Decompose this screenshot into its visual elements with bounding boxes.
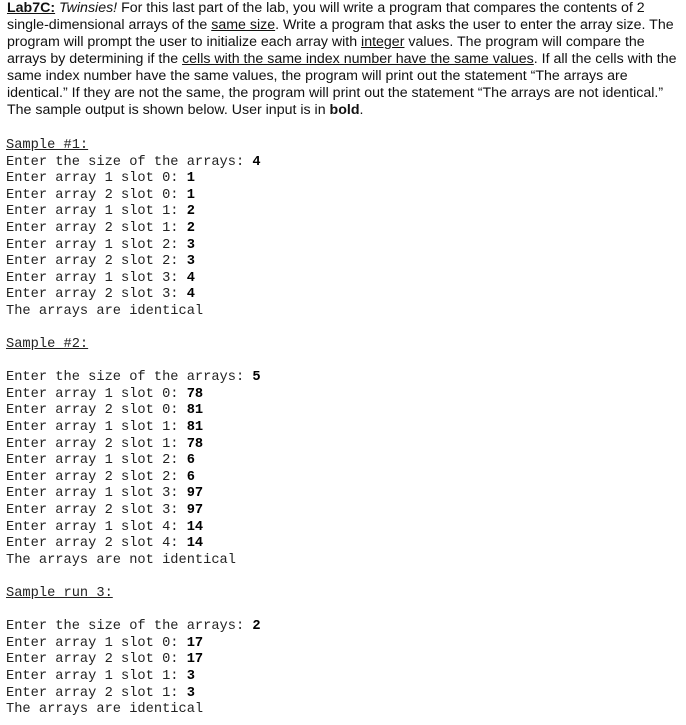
user-input: 3 xyxy=(186,685,195,701)
sample-heading xyxy=(6,337,261,354)
console-line xyxy=(6,619,261,636)
console-line xyxy=(6,652,261,669)
console-line xyxy=(6,238,261,255)
emphasis-integer: integer xyxy=(361,34,405,50)
console-prompt: Enter array 1 slot 2: xyxy=(6,453,187,469)
user-input: 78 xyxy=(186,436,204,452)
description-text: . If all the cells with the same index number have the same values, the program will print out the statement “The arrays are identical.” If they are not the same, the program will print out the statement “The arrays are not identical.” The sample output is shown below. User input is in xyxy=(7,51,677,118)
console-prompt: Enter array 2 slot 0: xyxy=(6,403,187,419)
emphasis-same-size: same size xyxy=(211,17,276,33)
console-line xyxy=(6,204,261,221)
blank-line xyxy=(6,354,261,371)
console-prompt: Enter array 2 slot 1: xyxy=(6,436,187,452)
console-line xyxy=(6,221,261,238)
user-input: 4 xyxy=(186,287,195,303)
user-input: 2 xyxy=(252,619,261,635)
console-prompt: Enter array 2 slot 1: xyxy=(6,685,187,701)
user-input: 17 xyxy=(186,652,204,668)
user-input: 3 xyxy=(186,254,195,270)
user-input: 6 xyxy=(186,453,195,469)
console-line xyxy=(6,387,261,404)
lab-label: Lab7C: xyxy=(7,0,56,16)
user-input: 4 xyxy=(252,154,261,170)
user-input: 3 xyxy=(186,237,195,253)
sample-heading-text: Sample #1: xyxy=(6,138,89,153)
blank-line xyxy=(6,603,261,620)
console-line xyxy=(6,686,261,703)
user-input: 6 xyxy=(186,469,195,485)
user-input: 5 xyxy=(252,370,261,386)
console-line xyxy=(6,155,261,172)
console-line xyxy=(6,171,261,188)
emphasis-same-index: cells with the same index number have the same values xyxy=(182,51,534,67)
console-prompt: Enter array 1 slot 1: xyxy=(6,204,187,220)
user-input: 2 xyxy=(186,204,195,220)
user-input: 14 xyxy=(186,536,204,552)
sample-heading-text: Sample #2: xyxy=(6,337,89,352)
sample-output-2 xyxy=(6,337,261,569)
console-prompt: Enter array 1 slot 0: xyxy=(6,171,187,187)
console-line xyxy=(6,503,261,520)
console-prompt: Enter array 2 slot 0: xyxy=(6,187,187,203)
user-input: 97 xyxy=(186,486,204,502)
console-line xyxy=(6,553,261,570)
user-input: 81 xyxy=(186,419,204,435)
console-prompt: Enter array 1 slot 1: xyxy=(6,419,187,435)
sample-heading-text: Sample run 3: xyxy=(6,586,113,601)
sample-heading xyxy=(6,138,261,155)
console-prompt: Enter array 1 slot 0: xyxy=(6,635,187,651)
console-line xyxy=(6,403,261,420)
sample-output-3 xyxy=(6,586,261,719)
console-prompt: Enter array 2 slot 2: xyxy=(6,469,187,485)
console-line xyxy=(6,636,261,653)
console-prompt: Enter array 2 slot 0: xyxy=(6,652,187,668)
console-prompt: Enter array 1 slot 0: xyxy=(6,386,187,402)
lab-title: Twinsies! xyxy=(59,0,118,16)
console-line xyxy=(6,420,261,437)
description-text: . Write a program that asks the user to enter the array size. The program will prompt the user to initialize each array with xyxy=(7,17,674,50)
console-prompt: Enter array 2 slot 3: xyxy=(6,502,187,518)
console-line xyxy=(6,287,261,304)
user-input: 17 xyxy=(186,635,204,651)
console-prompt: Enter array 2 slot 1: xyxy=(6,220,187,236)
user-input: 4 xyxy=(186,270,195,286)
user-input: 2 xyxy=(186,220,195,236)
console-prompt: Enter array 2 slot 4: xyxy=(6,536,187,552)
user-input: 1 xyxy=(186,187,195,203)
console-prompt: Enter the size of the arrays: xyxy=(6,370,253,386)
console-prompt: Enter array 1 slot 4: xyxy=(6,519,187,535)
user-input: 1 xyxy=(186,171,195,187)
console-prompt: Enter array 1 slot 3: xyxy=(6,270,187,286)
description-text: values. The program will compare the arrays by determining if the xyxy=(7,34,645,67)
console-line xyxy=(6,470,261,487)
console-line xyxy=(6,486,261,503)
console-prompt: The arrays are identical xyxy=(6,702,204,718)
console-prompt: Enter array 1 slot 1: xyxy=(6,668,187,684)
console-prompt: Enter the size of the arrays: xyxy=(6,619,253,635)
console-line xyxy=(6,271,261,288)
user-input: 14 xyxy=(186,519,204,535)
console-line xyxy=(6,304,261,321)
console-line xyxy=(6,370,261,387)
console-line xyxy=(6,188,261,205)
emphasis-bold: bold xyxy=(329,102,360,118)
console-prompt: Enter array 2 slot 2: xyxy=(6,254,187,270)
console-line xyxy=(6,437,261,454)
description-text: . xyxy=(359,102,364,118)
description-text: For this last part of the lab, you will write a program that compares the contents of 2 single-dimensional arrays of the xyxy=(7,0,645,33)
console-line xyxy=(6,669,261,686)
console-prompt: The arrays are not identical xyxy=(6,552,236,568)
console-line xyxy=(6,536,261,553)
console-prompt: Enter array 1 slot 3: xyxy=(6,486,187,502)
sample-output-1 xyxy=(6,138,261,321)
user-input: 78 xyxy=(186,386,204,402)
console-line xyxy=(6,453,261,470)
console-prompt: The arrays are identical xyxy=(6,303,204,319)
console-prompt: Enter array 1 slot 2: xyxy=(6,237,187,253)
console-line xyxy=(6,702,261,719)
console-line xyxy=(6,254,261,271)
assignment-description xyxy=(7,0,679,119)
user-input: 97 xyxy=(186,502,204,518)
console-line xyxy=(6,520,261,537)
console-prompt: Enter the size of the arrays: xyxy=(6,154,253,170)
user-input: 3 xyxy=(186,668,195,684)
user-input: 81 xyxy=(186,403,204,419)
console-prompt: Enter array 2 slot 3: xyxy=(6,287,187,303)
sample-heading xyxy=(6,586,261,603)
